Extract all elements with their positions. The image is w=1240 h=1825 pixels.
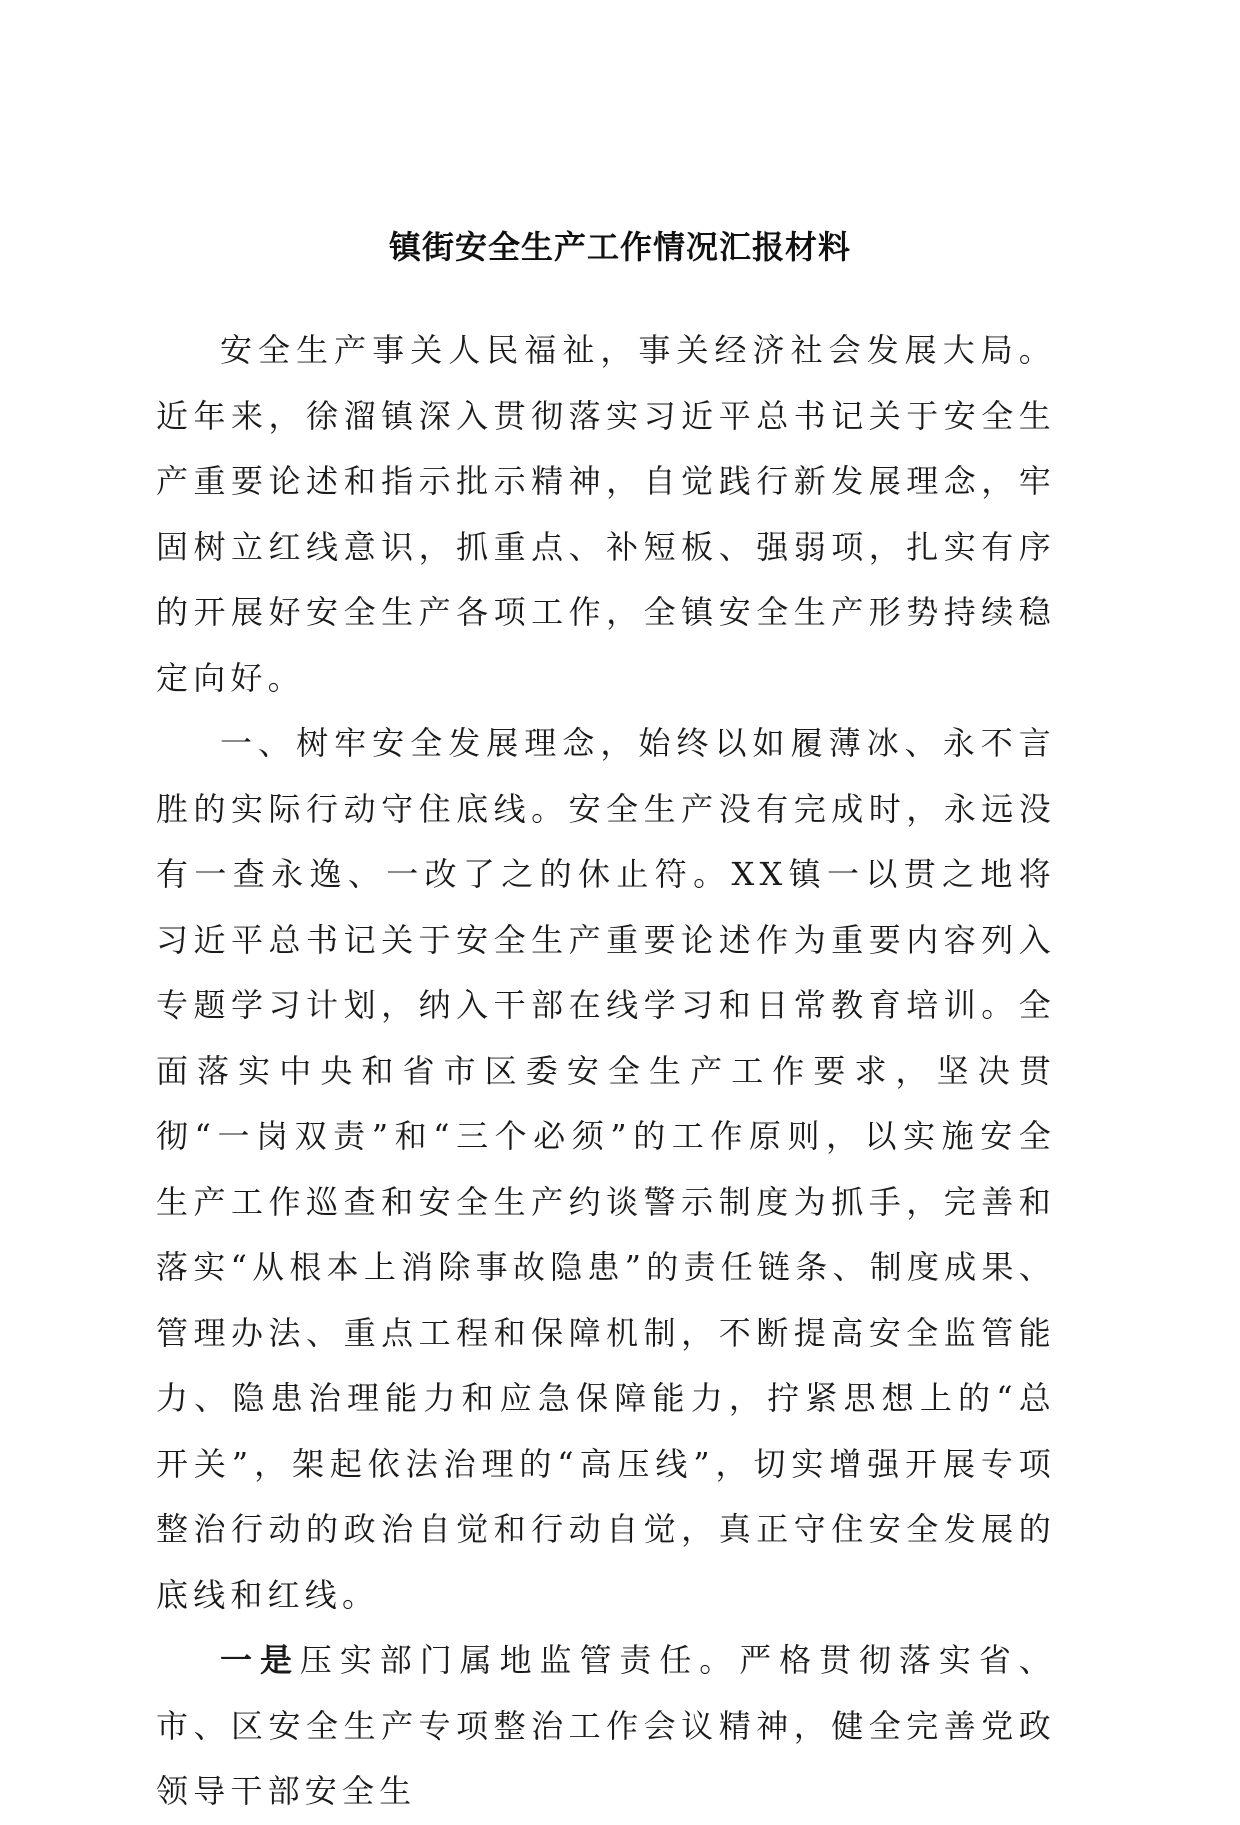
paragraph-intro [156,318,1056,711]
document-body [156,318,1056,1825]
paragraph-section-one [156,711,1056,1628]
paragraph-lead: 一是 [220,1641,300,1679]
paragraph-point-one [156,1628,1056,1825]
paragraph-text: 一、树牢安全发展理念，始终以如履薄冰、永不言胜的实际行动守住底线。安全生产没有完成时，永远没有一查永逸、一改了之的休止符。XX镇一以贯之地将习近平总书记关于安全生产重要论述作为重要内容列入专题学习计划，纳入干部在线学习和日常教育培训。全面落实中央和省市区委安全生产工作要求，坚决贯彻“一岗双责”和“三个必须”的工作原则，以实施安全生产工作巡查和安全生产约谈警示制度为抓手，完善和落实“从根本上消除事故隐患”的责任链条、制度成果、管理办法、重点工程和保障机制，不断提高安全监管能力、隐患治理能力和应急保障能力，拧紧思想上的“总开关”，架起依法治理的“高压线”，切实增强开展专项整治行动的政治自觉和行动自觉，真正守住安全发展的底线和红线。 [156,724,1056,1614]
paragraph-text: 安全生产事关人民福祉，事关经济社会发展大局。近年来，徐溜镇深入贯彻落实习近平总书记关于安全生产重要论述和指示批示精神，自觉践行新发展理念，牢固树立红线意识，抓重点、补短板、强弱项，扎实有序的开展好安全生产各项工作，全镇安全生产形势持续稳定向好。 [156,331,1056,697]
document-title: 镇街安全生产工作情况汇报材料 [388,228,851,266]
paragraph-text: 压实部门属地监管责任。严格贯彻落实省、市、区安全生产专项整治工作会议精神，健全完善党政领导干部安全生 [156,1641,1056,1810]
